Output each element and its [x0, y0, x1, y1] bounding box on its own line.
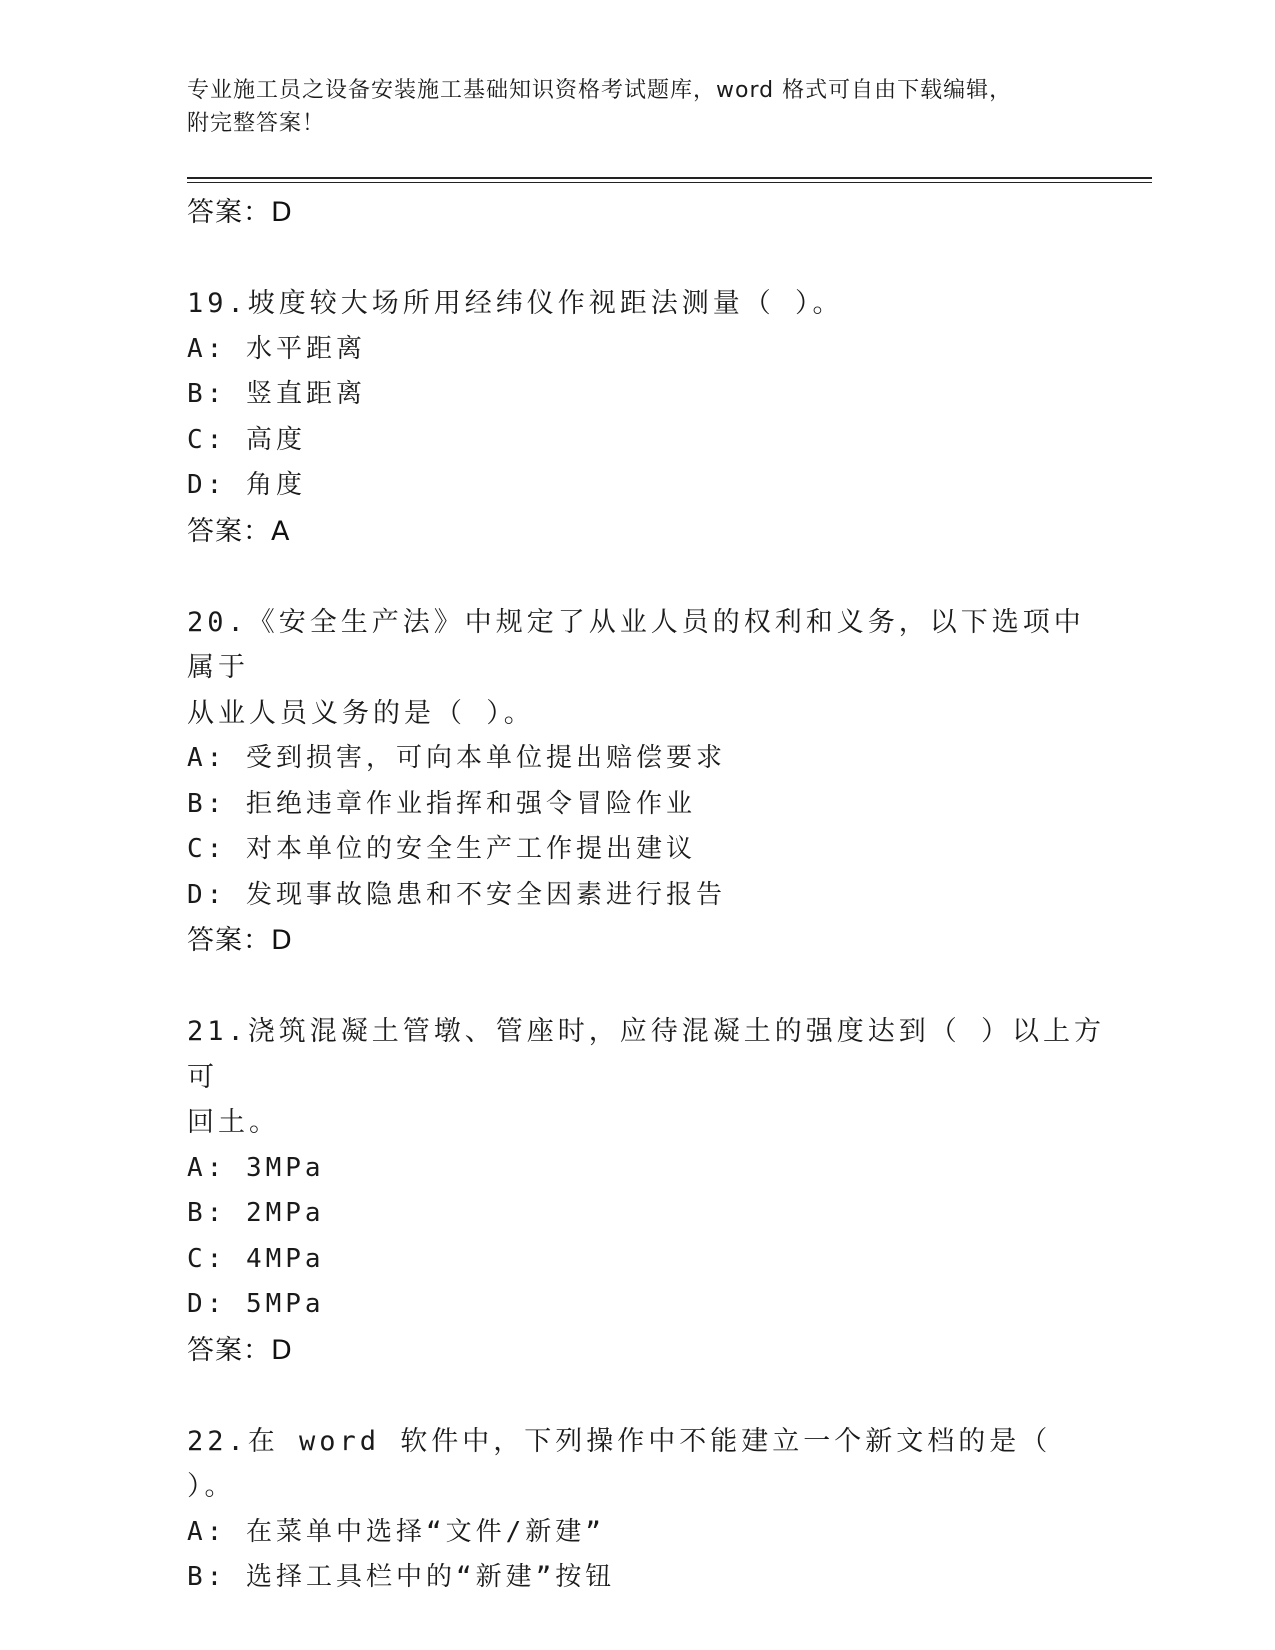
question-text: 22.在 word 软件中，下列操作中不能建立一个新文档的是（ ）。	[187, 1425, 1072, 1502]
option-b: B: 拒绝违章作业指挥和强令冒险作业	[187, 788, 696, 819]
option-a: A: 水平距离	[187, 333, 366, 364]
option-a: A: 在菜单中选择“文件/新建”	[187, 1516, 605, 1547]
question-block	[187, 1419, 1107, 1601]
header-line-1: 专业施工员之设备安装施工基础知识资格考试题库，word 格式可自由下载编辑，	[187, 78, 1013, 103]
option-a: A: 3MPa	[187, 1152, 325, 1183]
answer-line: 答案：D	[187, 1334, 293, 1366]
question-text-continued: 从业人员义务的是（ ）。	[187, 697, 535, 729]
header-line-2: 附完整答案！	[187, 111, 326, 136]
spacer	[187, 236, 1107, 281]
question-text: 21.浇筑混凝土管墩、管座时，应待混凝土的强度达到（ ）以上方可	[187, 1016, 1106, 1093]
answer-line: 答案：D	[187, 197, 293, 228]
question-text: 19.坡度较大场所用经纬仪作视距法测量（ ）。	[187, 288, 844, 319]
option-b: B: 2MPa	[187, 1198, 325, 1228]
header-rule-thin	[187, 182, 1152, 183]
option-d: D: 5MPa	[187, 1289, 325, 1319]
question-block	[187, 281, 1107, 555]
spacer	[187, 555, 1107, 600]
option-d: D: 发现事故隐患和不安全因素进行报告	[187, 879, 726, 910]
answer-line: 答案：D	[187, 925, 293, 956]
question-text-continued: 回土。	[187, 1107, 280, 1138]
option-c: C: 4MPa	[187, 1243, 325, 1274]
question-text: 20.《安全生产法》中规定了从业人员的权利和义务，以下选项中属于	[187, 606, 1085, 683]
spacer	[187, 1374, 1107, 1419]
option-c: C: 对本单位的安全生产工作提出建议	[187, 834, 696, 864]
header-rule-thick	[187, 177, 1152, 179]
page-header	[187, 74, 1067, 140]
document-body	[187, 190, 1107, 1601]
question-block	[187, 600, 1107, 965]
option-b: B: 竖直距离	[187, 379, 366, 409]
answer-line: 答案：A	[187, 515, 291, 547]
spacer	[187, 964, 1107, 1009]
option-a: A: 受到损害，可向本单位提出赔偿要求	[187, 743, 726, 773]
option-c: C: 高度	[187, 424, 306, 455]
option-d: D: 角度	[187, 470, 306, 500]
option-b: B: 选择工具栏中的“新建”按钮	[187, 1562, 616, 1592]
question-block	[187, 1009, 1107, 1374]
